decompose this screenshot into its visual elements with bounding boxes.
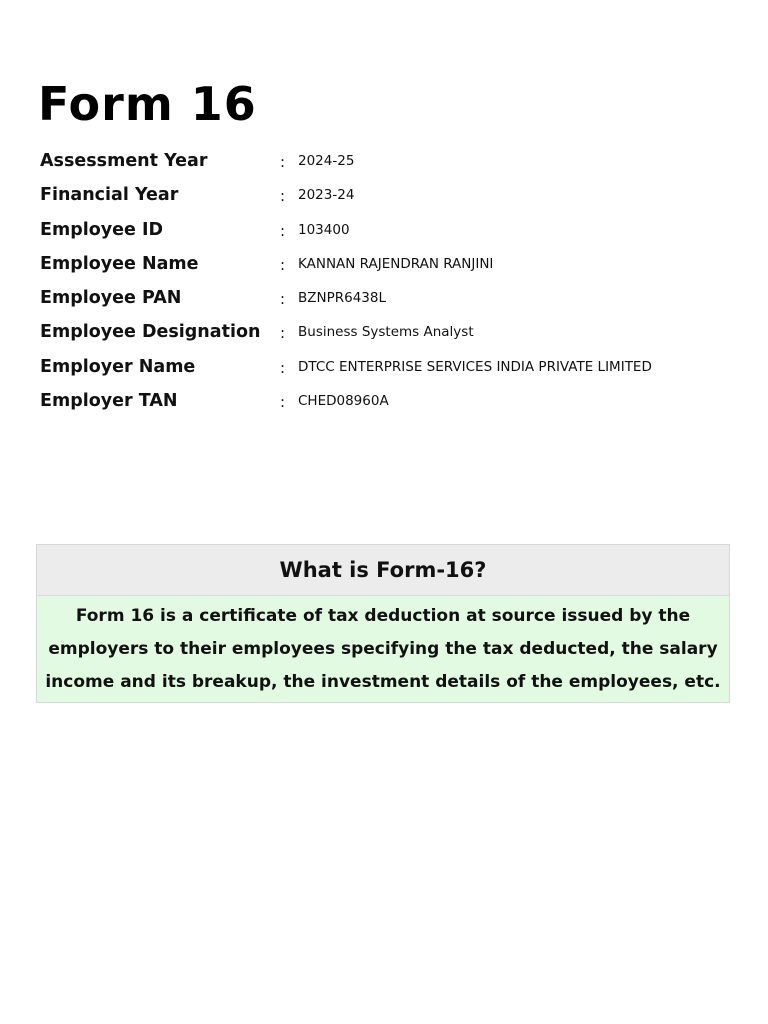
- detail-row-assessment-year: [40, 144, 740, 178]
- employee-details: [40, 144, 740, 418]
- detail-value: 103400: [298, 221, 350, 238]
- detail-label: Assessment Year: [40, 151, 208, 171]
- detail-value: DTCC ENTERPRISE SERVICES INDIA PRIVATE LIMITED: [298, 358, 652, 375]
- detail-label: Employer Name: [40, 356, 196, 377]
- detail-value: 2023-24: [298, 187, 355, 204]
- detail-value: CHED08960A: [298, 393, 389, 410]
- detail-row-employee-id: [40, 213, 740, 247]
- detail-separator: :: [280, 221, 286, 240]
- detail-row-employer-tan: [40, 384, 740, 418]
- page-title: Form 16: [38, 77, 257, 131]
- detail-value: KANNAN RAJENDRAN RANJINI: [298, 255, 494, 272]
- detail-separator: :: [280, 255, 286, 274]
- detail-value: BZNPR6438L: [298, 290, 387, 307]
- detail-row-financial-year: [40, 178, 740, 212]
- detail-separator: :: [280, 324, 286, 343]
- detail-separator: :: [280, 393, 286, 412]
- detail-label: Employer TAN: [40, 391, 178, 412]
- detail-label: Employee ID: [40, 219, 164, 240]
- detail-row-employee-designation: [40, 315, 740, 349]
- detail-label: Financial Year: [40, 185, 179, 206]
- detail-label: Employee Designation: [40, 322, 261, 343]
- detail-row-employee-name: [40, 247, 740, 281]
- detail-separator: :: [280, 153, 286, 171]
- detail-value: Business Systems Analyst: [298, 324, 474, 341]
- detail-label: Employee Name: [40, 253, 199, 274]
- detail-separator: :: [280, 290, 286, 309]
- detail-row-employee-pan: [40, 281, 740, 315]
- detail-row-employer-name: [40, 350, 740, 384]
- detail-label: Employee PAN: [40, 288, 182, 309]
- info-description: Form 16 is a certificate of tax deduction at source issued by the employers to their employees specifying the tax deducted, the salary income and its breakup, the investment details of the employees, etc.: [37, 596, 729, 702]
- detail-value: 2024-25: [298, 153, 355, 169]
- detail-separator: :: [280, 187, 286, 206]
- detail-separator: :: [280, 358, 286, 377]
- form16-info-box: [36, 544, 730, 703]
- info-heading: What is Form-16?: [37, 545, 729, 596]
